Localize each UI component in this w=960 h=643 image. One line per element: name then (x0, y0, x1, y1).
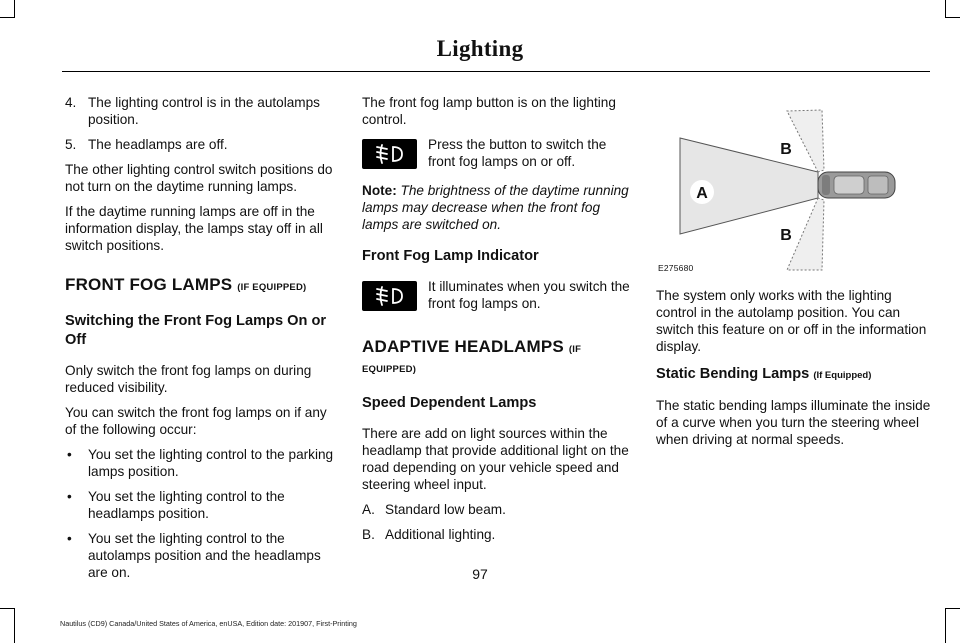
note-label: Note: (362, 183, 397, 198)
icon-description: It illuminates when you switch the front fog lamps on. (428, 279, 630, 311)
column-middle (362, 94, 634, 551)
adaptive-headlamp-diagram (656, 100, 931, 275)
list-item (362, 526, 634, 543)
icon-description: Press the button to switch the front fog lamps on or off. (428, 137, 607, 169)
page-title: Lighting (436, 36, 524, 61)
footer-edition-text: Nautilus (CD9) Canada/United States of America, enUSA, Edition date: 201907, First-Printing (60, 619, 357, 628)
subheading-static-bending (656, 365, 931, 385)
subheading-title: Static Bending Lamps (656, 366, 810, 382)
bullet-text: You set the lighting control to the headlamps position. (88, 489, 285, 521)
figure-code: E275680 (658, 263, 694, 273)
bullet-text: You set the lighting control to the autolamps position and the headlamps are on. (88, 531, 321, 580)
crop-mark-bottom-right-v (945, 608, 946, 643)
paragraph: The system only works with the lighting control in the autolamp position. You can switch this feature on or off in the information display. (656, 288, 927, 354)
bullet-glyph: • (67, 531, 72, 546)
front-fog-lamp-icon (362, 139, 417, 169)
subheading: Switching the Front Fog Lamps On or Off (65, 313, 327, 348)
equipped-badge: (If Equipped) (813, 370, 872, 381)
icon-paragraph (362, 136, 634, 170)
item-letter: A. (362, 502, 375, 517)
header-rule (62, 71, 930, 72)
item-number: 4. (65, 95, 77, 110)
paragraph: The static bending lamps illuminate the inside of a curve when you turn the steering wheel when driving at normal speeds. (656, 398, 931, 447)
paragraph: The other lighting control switch positions do not turn on the daytime running lamps. (65, 162, 333, 194)
section-title: FRONT FOG LAMPS (65, 275, 233, 294)
section-heading-adaptive-headlamps (362, 338, 634, 378)
column-right (656, 94, 931, 456)
bullet-glyph: • (67, 489, 72, 504)
item-letter: B. (362, 527, 375, 542)
crop-mark-top-left-h (0, 17, 15, 18)
paragraph: There are add on light sources within the headlamp that provide additional light on the road depending on your vehicle speed and steering wheel input. (362, 426, 629, 492)
list-item (362, 501, 634, 518)
equipped-badge: (IF EQUIPPED) (237, 282, 307, 293)
paragraph: The front fog lamp button is on the lighting control. (362, 95, 616, 127)
item-text: Additional lighting. (385, 527, 496, 542)
label-b-bottom: B (780, 227, 792, 244)
subheading: Speed Dependent Lamps (362, 395, 537, 411)
crop-mark-top-right-v (945, 0, 946, 18)
crop-mark-top-left-v (14, 0, 15, 18)
note (362, 182, 634, 233)
note-text: The brightness of the daytime running lamps may decrease when the front fog lamps are switched on. (362, 183, 629, 232)
crop-mark-bottom-right-h (945, 608, 960, 609)
subheading: Front Fog Lamp Indicator (362, 248, 539, 264)
vehicle-icon (818, 172, 895, 198)
bullet-text: You set the lighting control to the parking lamps position. (88, 447, 334, 479)
crop-mark-bottom-left-h (0, 608, 15, 609)
crop-mark-top-right-h (945, 17, 960, 18)
item-text: The headlamps are off. (88, 137, 228, 152)
paragraph: You can switch the front fog lamps on if any of the following occur: (65, 405, 327, 437)
front-fog-lamp-indicator-icon (362, 281, 417, 311)
item-text: Standard low beam. (385, 502, 506, 517)
section-title: ADAPTIVE HEADLAMPS (362, 337, 564, 356)
bullet-item (65, 446, 340, 480)
bullet-item (65, 488, 340, 522)
paragraph: If the daytime running lamps are off in the information display, the lamps stay off in all switch positions. (65, 204, 323, 253)
item-number: 5. (65, 137, 77, 152)
label-b-top: B (780, 141, 792, 158)
paragraph: Only switch the front fog lamps on during reduced visibility. (65, 363, 312, 395)
equipped-badge: (IF EQUIPPED) (362, 344, 582, 375)
label-a: A (696, 185, 708, 202)
page-number: 97 (472, 566, 488, 582)
icon-paragraph (362, 278, 634, 312)
numbered-item (65, 136, 340, 153)
item-text: The lighting control is in the autolamps position. (88, 95, 320, 127)
numbered-item (65, 94, 340, 128)
bullet-glyph: • (67, 447, 72, 462)
column-left (65, 94, 340, 589)
section-heading-front-fog-lamps (65, 276, 340, 296)
crop-mark-bottom-left-v (14, 608, 15, 643)
